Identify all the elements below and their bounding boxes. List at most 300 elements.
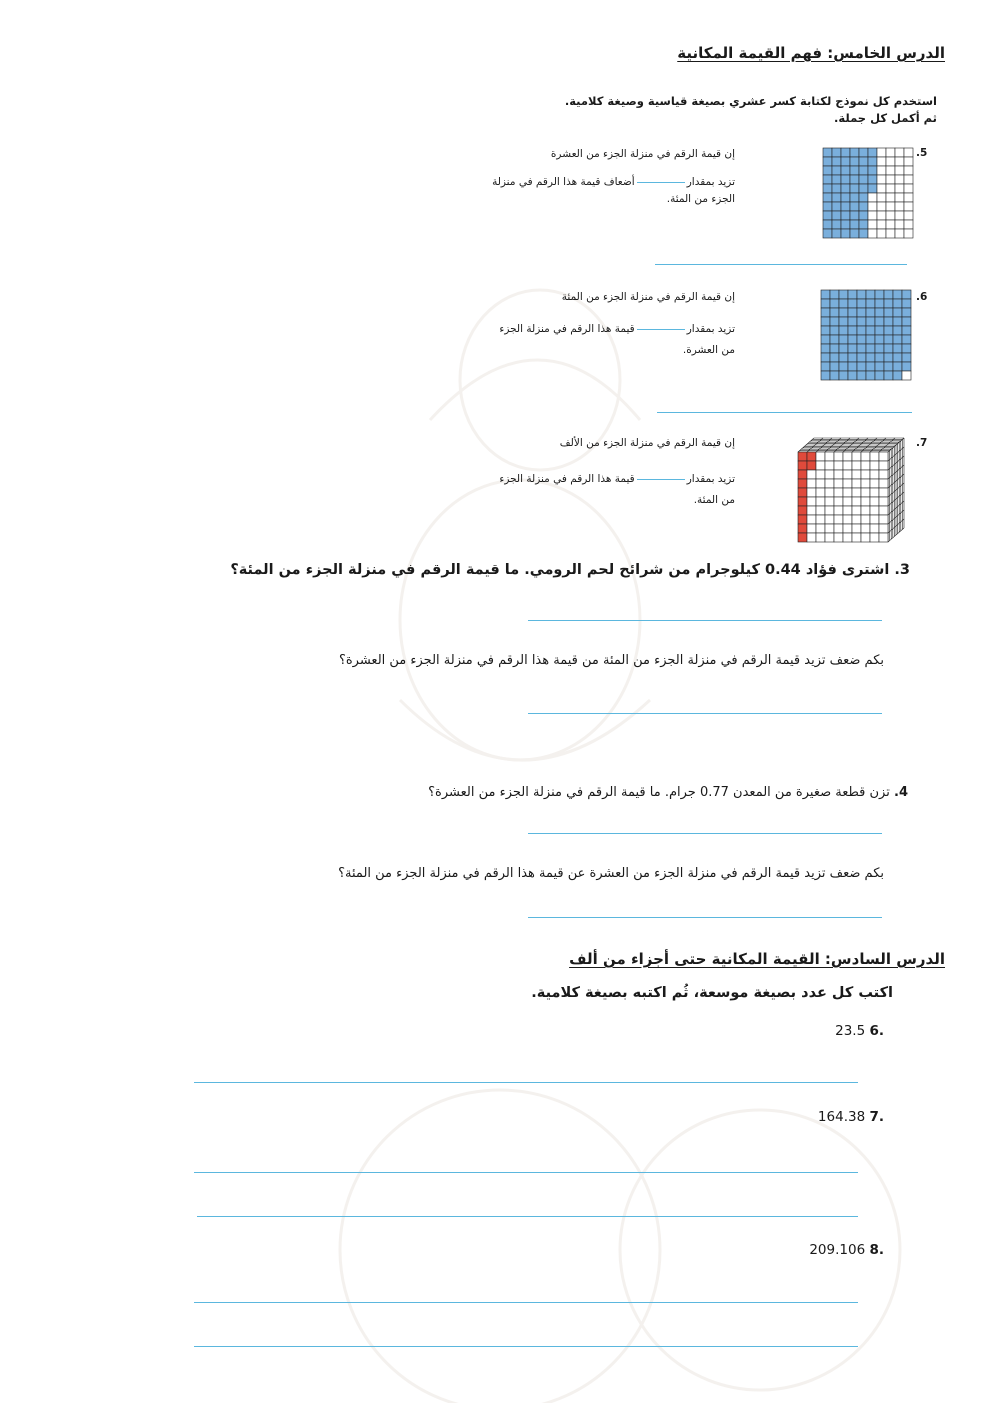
cube-front-cell <box>834 524 843 533</box>
grid-cell <box>859 157 868 166</box>
cube-front-cell <box>807 524 816 533</box>
item7-blank[interactable] <box>637 479 685 480</box>
grid-cell <box>886 175 895 184</box>
grid-cell <box>877 157 886 166</box>
grid-cell <box>859 220 868 229</box>
grid-cell <box>839 362 848 371</box>
grid-cell <box>821 344 830 353</box>
grid-cell <box>839 308 848 317</box>
grid-cell <box>875 290 884 299</box>
grid-cell <box>875 308 884 317</box>
cube-front-cell <box>798 461 807 470</box>
grid-cell <box>875 353 884 362</box>
cube-front-cell <box>870 479 879 488</box>
grid-cell <box>830 371 839 380</box>
item6-sentence-line1: إن قيمة الرقم في منزلة الجزء من المئة <box>561 291 735 303</box>
grid-cell <box>866 326 875 335</box>
question3-text <box>230 562 910 578</box>
lesson5-title: الدرس الخامس: فهم القيمة المكانية <box>677 44 945 62</box>
grid-cell <box>857 362 866 371</box>
grid-cell <box>895 193 904 202</box>
cube-front-cell <box>816 470 825 479</box>
cube-front-cell <box>834 497 843 506</box>
grid-cell <box>848 344 857 353</box>
hundredths-grid-model-5 <box>822 147 914 239</box>
grid-cell <box>868 157 877 166</box>
cube-front-cell <box>798 506 807 515</box>
grid-cell <box>895 166 904 175</box>
grid-cell <box>875 299 884 308</box>
grid-cell <box>895 175 904 184</box>
lesson5-instruction-line1: استخدم كل نموذج لكتابة كسر عشري بصيغة قياسية وصيغة كلامية. <box>564 94 937 108</box>
grid-cell <box>884 308 893 317</box>
grid-cell <box>857 299 866 308</box>
grid-cell <box>866 371 875 380</box>
question4-followup-answer-line[interactable] <box>528 917 882 918</box>
cube-front-cell <box>852 488 861 497</box>
grid-cell <box>895 157 904 166</box>
grid-cell <box>895 220 904 229</box>
item7-number: 7. <box>916 437 928 449</box>
cube-front-cell <box>807 479 816 488</box>
grid-cell <box>875 362 884 371</box>
grid-cell <box>848 326 857 335</box>
grid-cell <box>848 353 857 362</box>
grid-cell <box>866 353 875 362</box>
grid-cell <box>904 166 913 175</box>
grid-cell <box>895 229 904 238</box>
grid-cell <box>841 202 850 211</box>
grid-cell <box>866 335 875 344</box>
cube-front-cell <box>834 479 843 488</box>
item7-line2-end: قيمة هذا الرقم في منزلة الجزء <box>499 473 635 485</box>
cube-front-cell <box>816 452 825 461</box>
cube-front-cell <box>852 470 861 479</box>
grid-cell <box>857 335 866 344</box>
cube-front-cell <box>816 497 825 506</box>
cube-front-cell <box>843 506 852 515</box>
task7-value: 164.38 <box>817 1109 866 1125</box>
cube-front-cell <box>879 533 888 542</box>
grid-cell <box>875 317 884 326</box>
task8-answer-line-1[interactable] <box>194 1302 858 1303</box>
item6-line2-end: قيمة هذا الرقم في منزلة الجزء <box>499 323 635 335</box>
cube-front-cell <box>843 470 852 479</box>
cube-front-cell <box>816 488 825 497</box>
grid-cell <box>850 229 859 238</box>
question3-answer-line[interactable] <box>528 620 882 621</box>
cube-front-cell <box>870 524 879 533</box>
grid-cell <box>904 211 913 220</box>
grid-cell <box>884 299 893 308</box>
grid-cell <box>893 344 902 353</box>
grid-cell <box>866 317 875 326</box>
grid-cell <box>875 335 884 344</box>
cube-front-cell <box>798 488 807 497</box>
grid-cell <box>886 166 895 175</box>
cube-front-cell <box>843 524 852 533</box>
grid-cell <box>821 371 830 380</box>
grid-cell <box>893 353 902 362</box>
lesson6-instruction: اكتب كل عدد بصيغة موسعة، ثُم اكتبه بصيغة كلامية. <box>531 985 893 1001</box>
grid-cell <box>859 193 868 202</box>
cube-front-cell <box>816 479 825 488</box>
grid-cell <box>832 229 841 238</box>
grid-cell <box>857 290 866 299</box>
grid-cell <box>877 202 886 211</box>
grid-cell <box>848 362 857 371</box>
grid-cell <box>893 308 902 317</box>
grid-cell <box>868 148 877 157</box>
grid-cell <box>868 211 877 220</box>
grid-cell <box>886 211 895 220</box>
grid-cell <box>875 371 884 380</box>
item6-sentence-line3: من العشرة. <box>682 344 735 356</box>
grid-cell <box>877 220 886 229</box>
cube-front-cell <box>798 452 807 461</box>
grid-cell <box>875 344 884 353</box>
grid-cell <box>895 184 904 193</box>
item5-line2-start: تزيد بمقدار <box>686 176 735 188</box>
grid-cell <box>895 148 904 157</box>
grid-cell <box>839 353 848 362</box>
item7-sentence-line3: من المئة. <box>693 494 735 506</box>
grid-cell <box>839 344 848 353</box>
item5-answer-line[interactable] <box>655 264 907 265</box>
grid-cell <box>832 220 841 229</box>
grid-cell <box>886 202 895 211</box>
grid-cell <box>904 157 913 166</box>
grid-cell <box>830 308 839 317</box>
grid-cell <box>886 184 895 193</box>
cube-front-cell <box>861 533 870 542</box>
grid-cell <box>857 308 866 317</box>
cube-front-cell <box>843 479 852 488</box>
cube-front-cell <box>825 506 834 515</box>
grid-cell <box>850 220 859 229</box>
grid-cell <box>832 175 841 184</box>
cube-front-cell <box>825 488 834 497</box>
grid-cell <box>848 290 857 299</box>
grid-cell <box>821 326 830 335</box>
grid-cell <box>848 371 857 380</box>
grid-cell <box>839 335 848 344</box>
grid-cell <box>830 362 839 371</box>
task8-value: 209.106 <box>809 1242 866 1258</box>
cube-front-cell <box>870 461 879 470</box>
task8-answer-line-2[interactable] <box>194 1346 858 1347</box>
grid-cell <box>877 193 886 202</box>
grid-cell <box>893 335 902 344</box>
grid-cell <box>859 229 868 238</box>
grid-cell <box>893 290 902 299</box>
task7-answer-line-1[interactable] <box>194 1172 858 1173</box>
cube-front-cell <box>870 497 879 506</box>
item6-line2-start: تزيد بمقدار <box>686 323 735 335</box>
item7-line2-start: تزيد بمقدار <box>686 473 735 485</box>
grid-cell <box>832 148 841 157</box>
cube-front-cell <box>879 479 888 488</box>
task7-answer-line-2[interactable] <box>197 1216 858 1217</box>
grid-cell <box>893 317 902 326</box>
cube-front-cell <box>852 533 861 542</box>
grid-cell <box>839 290 848 299</box>
grid-cell <box>823 202 832 211</box>
question4-followup: بكم ضعف تزيد قيمة الرقم في منزلة الجزء من العشرة عن قيمة هذا الرقم في منزلة الجزء من المئة؟ <box>338 866 884 881</box>
item6-blank[interactable] <box>637 329 685 330</box>
cube-front-cell <box>834 488 843 497</box>
grid-cell <box>904 220 913 229</box>
cube-front-cell <box>879 497 888 506</box>
grid-cell <box>823 184 832 193</box>
grid-cell <box>886 148 895 157</box>
grid-cell <box>877 175 886 184</box>
hundredths-grid-model-6 <box>820 289 912 381</box>
grid-cell <box>841 229 850 238</box>
grid-cell <box>839 371 848 380</box>
grid-cell <box>823 229 832 238</box>
grid-cell <box>823 157 832 166</box>
grid-cell <box>850 166 859 175</box>
thousandths-cube-model-7 <box>796 436 916 550</box>
grid-cell <box>895 211 904 220</box>
grid-cell <box>884 290 893 299</box>
cube-front-cell <box>816 524 825 533</box>
grid-cell <box>902 308 911 317</box>
task8 <box>809 1242 884 1258</box>
grid-cell <box>902 317 911 326</box>
grid-cell <box>884 353 893 362</box>
cube-front-cell <box>798 470 807 479</box>
cube-front-cell <box>816 506 825 515</box>
grid-cell <box>859 211 868 220</box>
grid-cell <box>904 175 913 184</box>
item6-answer-line[interactable] <box>657 412 912 413</box>
cube-front-cell <box>834 506 843 515</box>
grid-cell <box>886 220 895 229</box>
item5-line2-end: أضعاف قيمة هذا الرقم في منزلة <box>492 176 635 188</box>
grid-cell <box>823 148 832 157</box>
question4-body: تزن قطعة صغيرة من المعدن 0.77 جرام. ما قيمة الرقم في منزلة الجزء من العشرة؟ <box>428 785 890 800</box>
cube-front-cell <box>834 515 843 524</box>
task6-number: 6. <box>869 1023 884 1039</box>
grid-cell <box>848 308 857 317</box>
cube-front-cell <box>870 506 879 515</box>
cube-front-cell <box>825 515 834 524</box>
grid-cell <box>848 317 857 326</box>
cube-front-cell <box>825 470 834 479</box>
grid-cell <box>850 202 859 211</box>
cube-front-cell <box>852 524 861 533</box>
cube-front-cell <box>879 524 888 533</box>
question3-followup-answer-line[interactable] <box>528 713 882 714</box>
cube-front-cell <box>843 515 852 524</box>
question3-followup: بكم ضعف تزيد قيمة الرقم في منزلة الجزء من المئة من قيمة هذا الرقم في منزلة الجزء من العشرة؟ <box>338 653 884 668</box>
cube-front-cell <box>807 497 816 506</box>
grid-cell <box>839 326 848 335</box>
item6-sentence-line2 <box>499 320 735 338</box>
cube-front-cell <box>870 533 879 542</box>
question3-number: 3. <box>894 562 910 578</box>
cube-front-cell <box>816 461 825 470</box>
cube-front-cell <box>861 488 870 497</box>
grid-cell <box>832 211 841 220</box>
cube-front-cell <box>879 506 888 515</box>
cube-front-cell <box>861 452 870 461</box>
cube-front-cell <box>852 452 861 461</box>
item5-sentence-line3: الجزء من المئة. <box>666 193 735 205</box>
grid-cell <box>823 193 832 202</box>
cube-front-cell <box>843 497 852 506</box>
grid-cell <box>875 326 884 335</box>
cube-front-cell <box>852 497 861 506</box>
cube-front-cell <box>843 533 852 542</box>
cube-front-cell <box>816 515 825 524</box>
grid-cell <box>866 308 875 317</box>
grid-cell <box>823 166 832 175</box>
cube-front-cell <box>843 461 852 470</box>
grid-cell <box>884 371 893 380</box>
grid-cell <box>868 184 877 193</box>
cube-front-cell <box>807 470 816 479</box>
grid-cell <box>877 166 886 175</box>
grid-cell <box>850 157 859 166</box>
cube-front-cell <box>870 452 879 461</box>
cube-front-cell <box>825 452 834 461</box>
grid-cell <box>904 202 913 211</box>
item7-sentence-line2 <box>499 470 735 488</box>
cube-front-cell <box>825 497 834 506</box>
grid-cell <box>823 211 832 220</box>
grid-cell <box>859 148 868 157</box>
cube-front-cell <box>843 488 852 497</box>
grid-cell <box>877 211 886 220</box>
grid-cell <box>902 290 911 299</box>
cube-front-cell <box>861 470 870 479</box>
grid-cell <box>902 335 911 344</box>
grid-cell <box>902 362 911 371</box>
grid-cell <box>823 175 832 184</box>
question4-text <box>428 785 908 800</box>
grid-cell <box>859 184 868 193</box>
grid-cell <box>832 193 841 202</box>
lesson5-instruction-line2: ثم أكمل كل جملة. <box>834 111 937 125</box>
cube-front-cell <box>852 506 861 515</box>
cube-front-cell <box>825 479 834 488</box>
cube-front-cell <box>843 452 852 461</box>
question3-body: اشترى فؤاد 0.44 كيلوجرام من شرائح لحم الرومي. ما قيمة الرقم في منزلة الجزء من المئة؟ <box>230 562 890 578</box>
grid-cell <box>902 371 911 380</box>
grid-cell <box>886 229 895 238</box>
question4-answer-line[interactable] <box>528 833 882 834</box>
cube-front-cell <box>861 515 870 524</box>
cube-front-cell <box>879 470 888 479</box>
cube-front-cell <box>807 452 816 461</box>
grid-cell <box>877 148 886 157</box>
cube-front-cell <box>861 479 870 488</box>
cube-front-cell <box>834 470 843 479</box>
grid-cell <box>857 317 866 326</box>
cube-front-cell <box>852 461 861 470</box>
grid-cell <box>877 184 886 193</box>
grid-cell <box>893 326 902 335</box>
cube-front-cell <box>807 533 816 542</box>
cube-front-cell <box>807 506 816 515</box>
cube-front-cell <box>798 479 807 488</box>
grid-cell <box>850 148 859 157</box>
grid-cell <box>841 184 850 193</box>
grid-cell <box>848 299 857 308</box>
grid-cell <box>830 290 839 299</box>
grid-cell <box>839 299 848 308</box>
grid-cell <box>850 211 859 220</box>
grid-cell <box>830 344 839 353</box>
grid-cell <box>832 184 841 193</box>
task8-number: 8. <box>869 1242 884 1258</box>
cube-front-cell <box>807 461 816 470</box>
grid-cell <box>866 344 875 353</box>
cube-front-cell <box>798 497 807 506</box>
grid-cell <box>895 202 904 211</box>
grid-cell <box>830 299 839 308</box>
cube-front-cell <box>798 515 807 524</box>
grid-cell <box>832 166 841 175</box>
item5-blank[interactable] <box>637 182 685 183</box>
grid-cell <box>850 184 859 193</box>
grid-cell <box>868 229 877 238</box>
task6-answer-line[interactable] <box>194 1082 858 1083</box>
question4-number: 4. <box>894 785 908 800</box>
grid-cell <box>857 353 866 362</box>
cube-front-cell <box>825 461 834 470</box>
grid-cell <box>841 148 850 157</box>
grid-cell <box>823 220 832 229</box>
grid-cell <box>866 290 875 299</box>
grid-cell <box>877 229 886 238</box>
grid-cell <box>850 175 859 184</box>
grid-cell <box>841 157 850 166</box>
cube-front-cell <box>879 461 888 470</box>
grid-cell <box>821 317 830 326</box>
cube-front-cell <box>861 524 870 533</box>
grid-cell <box>850 193 859 202</box>
cube-front-cell <box>834 533 843 542</box>
grid-cell <box>821 335 830 344</box>
grid-cell <box>904 229 913 238</box>
grid-cell <box>857 371 866 380</box>
cube-front-cell <box>807 488 816 497</box>
cube-front-cell <box>852 515 861 524</box>
grid-cell <box>884 335 893 344</box>
cube-front-cell <box>861 497 870 506</box>
cube-front-cell <box>861 506 870 515</box>
item5-number: 5. <box>916 147 928 159</box>
cube-front-cell <box>807 515 816 524</box>
grid-cell <box>859 202 868 211</box>
item5-sentence-line1: إن قيمة الرقم في منزلة الجزء من العشرة <box>550 148 735 160</box>
grid-cell <box>841 175 850 184</box>
grid-cell <box>821 353 830 362</box>
grid-cell <box>841 220 850 229</box>
cube-front-cell <box>870 488 879 497</box>
grid-cell <box>841 211 850 220</box>
cube-front-cell <box>879 488 888 497</box>
grid-cell <box>841 166 850 175</box>
item7-sentence-line1: إن قيمة الرقم في منزلة الجزء من الألف <box>559 437 735 449</box>
grid-cell <box>821 290 830 299</box>
cube-front-cell <box>798 533 807 542</box>
item6-number: 6. <box>916 291 928 303</box>
